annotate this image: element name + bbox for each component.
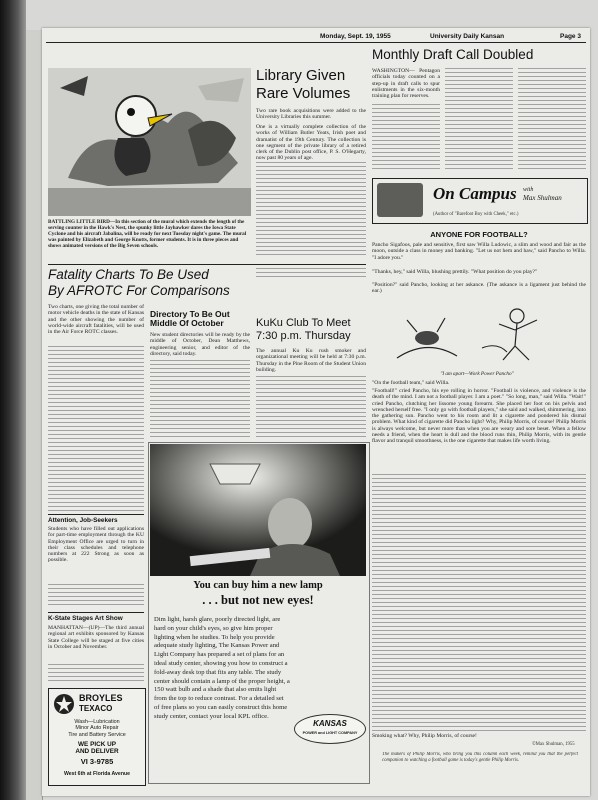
- kstate-headline: K-State Stages Art Show: [48, 615, 123, 622]
- jobseekers-headline: Attention, Job-Seekers: [48, 517, 118, 524]
- broyles-phone: VI 3-9785: [80, 757, 114, 766]
- kuku-body: The annual Ku Ku rush smoker and organizational meeting will be held at 7:30 p.m. Thursday in the Pine Room of the Student Union building.: [256, 348, 366, 373]
- kuku-headline-2: 7:30 p.m. Thursday: [256, 330, 351, 342]
- afrotc-headline-2: By AFROTC For Comparisons: [48, 283, 230, 298]
- library-para: One is a virtually complete collection of the works of William Butler Yeats, Irish poet and dramatist of the 19th Century. The collection is one segment of the private library of a retired clerk of the Dublin post office, P. S. O'Hegarty, now past 80 years of age.: [256, 124, 366, 160]
- draft-lead: WASHINGTON— Pentagon officials today counted on a step-up in draft calls to spur enlistments in the six-month training plan for reserves.: [372, 68, 440, 100]
- football-head: ANYONE FOR FOOTBALL?: [430, 230, 528, 239]
- lamp-ad-photo: [150, 444, 366, 576]
- broyles-name: BROYLES: [79, 693, 123, 703]
- directory-headline: Directory To Be Out Middle Of October: [150, 309, 230, 328]
- on-campus-author: Max Shulman: [523, 194, 562, 202]
- book-binding: [0, 0, 26, 800]
- masthead-paper: University Daily Kansan: [430, 33, 505, 40]
- directory-body: New student directories will be ready by the middle of October, Dean Matthews, engineering senior, and editor of the directory, said today.: [150, 332, 250, 357]
- broyles-texaco-ad: [48, 688, 146, 786]
- kpl-logo: [294, 714, 366, 744]
- lamp-headline-2: . . . but not new eyes!: [202, 593, 314, 607]
- lamp-body: Dim light, harsh glare, poorly directed light, are hard on your child's eyes, so give him proper lighting when he studies. To help you provide adequate study lighting, The Kansas Power and Light Company has prepared a set of plans for an ideal study center, showing you how to construct a fold-away desk top that fits any table. The study center should contain a lamp of the proper height, a 150 watt bulb and a shade that also emits light from the top to reduce contrast. For a detailed set of free plans so you can easily construct this home study center, contact your local KPL office.: [154, 616, 290, 720]
- library-headline-2: Rare Volumes: [256, 85, 351, 102]
- mural-photo: [48, 68, 251, 216]
- football-para-3: "Position?" said Pancho, looking at her askance. (The askance is a ligament just behind the ear.): [372, 282, 586, 295]
- kpl-logo-line-1: KANSAS: [313, 719, 347, 728]
- jobseekers-body: Students who have filled out applications for part-time employment through the KU Employment Office are urged to turn in their class schedules and telephone numbers at 222 Strong as soon as possible.: [48, 526, 144, 564]
- broyles-address: West 6th at Florida Avenue: [63, 771, 131, 777]
- football-para-2: "Thanks, hey," said Willa, blushing prettily. "What position do you play?": [372, 269, 538, 275]
- previous-page-edge: [26, 30, 43, 800]
- broyles-brand: TEXACO: [79, 704, 113, 713]
- broyles-pickup: WE PICK UP AND DELIVER: [75, 741, 119, 756]
- on-campus-subtitle: (Author of "Barefoot Boy with Cheek," etc.): [433, 212, 519, 217]
- football-para-4: "On the football team," said Willa.: [372, 380, 450, 386]
- on-campus-box: [372, 178, 588, 224]
- kpl-logo-line-2: POWER and LIGHT COMPANY: [302, 731, 358, 735]
- copyright: ©Max Shulman, 1955: [532, 742, 575, 747]
- library-lead: Two rare book acquisitions were added to the University Libraries this summer.: [256, 108, 366, 121]
- draft-headline: Monthly Draft Call Doubled: [372, 47, 534, 62]
- cartoon-caption: "I am apart—Work Power Pancho": [440, 371, 514, 377]
- football-para-1: Pancho Sigafoos, pale and sensitive, first saw Willa Ludowic, a slim and wood and fair as the moon, outside a class in money and banking. "Let us not hem and haw," said Pancho to Willa. "I adore you.": [372, 242, 586, 261]
- masthead-page: Page 3: [560, 33, 581, 40]
- newspaper-page: [42, 28, 590, 796]
- afrotc-headline-1: Fatality Charts To Be Used: [48, 267, 209, 282]
- masthead-date: Monday, Sept. 19, 1955: [320, 33, 391, 40]
- on-campus-with: with: [523, 187, 534, 193]
- library-headline-1: Library Given: [256, 67, 346, 84]
- mural-caption: BATTLING LITTLE BIRD—In this section of the mural which extends the length of the serving counter in the Hawk's Nest, the spunky little Jayhawker dares the Iowa State Cyclone and his aircraft Jabalina, will be ready for next Tuesday night's game. The mural was painted by Elizabeth and George Knotts, former students. It is in three pieces and shows animated versions of the Big Seven schools.: [48, 219, 247, 249]
- football-question: Smoking what? Why, Philip Morris, of course!: [372, 733, 477, 739]
- author-portrait: [377, 183, 423, 217]
- broyles-services: Wash—Lubrication Minor Auto Repair Tire and Battery Service: [68, 719, 126, 738]
- philip-morris-footer: The makers of Philip Morris, who bring you this column each week, remind you that the perfect companion to watching a football game is today's gentle Philip Morris.: [382, 752, 578, 763]
- on-campus-title: On Campus: [433, 184, 517, 203]
- football-cartoon: [387, 298, 567, 370]
- lamp-headline-1: You can buy him a new lamp: [193, 580, 323, 591]
- texaco-star-icon: [53, 693, 75, 715]
- kstate-body: MANHATTAN—(UP)—The third annual regional art exhibits sponsored by Kansas State College will be staged at five cities in October and November.: [48, 625, 144, 650]
- afrotc-lead: Two charts, one giving the total number of motor vehicle deaths in the state of Kansas and the other showing the number of world-wide aircraft fatalities, will be used in the Air Force ROTC classes.: [48, 304, 144, 336]
- kuku-headline-1: KuKu Club To Meet: [256, 317, 351, 329]
- football-body: "Football!" cried Pancho, his eye rolling in horror. "Football is violence, and violence is the death of the mind. I am not a football player. I am a poet." "So long, man," said Willa. "Wait!" cried Pancho, clutching her lissome young forearm. She placed her foot on his pelvis and wrenched herself free. "I only go with football players," she said and walked, shimmering, into the gathering sun. Pancho went to his room and lit a cigarette and pondered his dismal problem. What kind of cigarette did Pancho light? Why, Philip Morris, of course! Philip Morris is always welcome, but never more than when you are weary and sore beset. When a fellow needs a friend, when the heart is dull and the blood runs thin, Philip Morris, with its gentle flavor and tranquil smoothness, is the one cigarette that makes life worth living.: [372, 388, 586, 445]
